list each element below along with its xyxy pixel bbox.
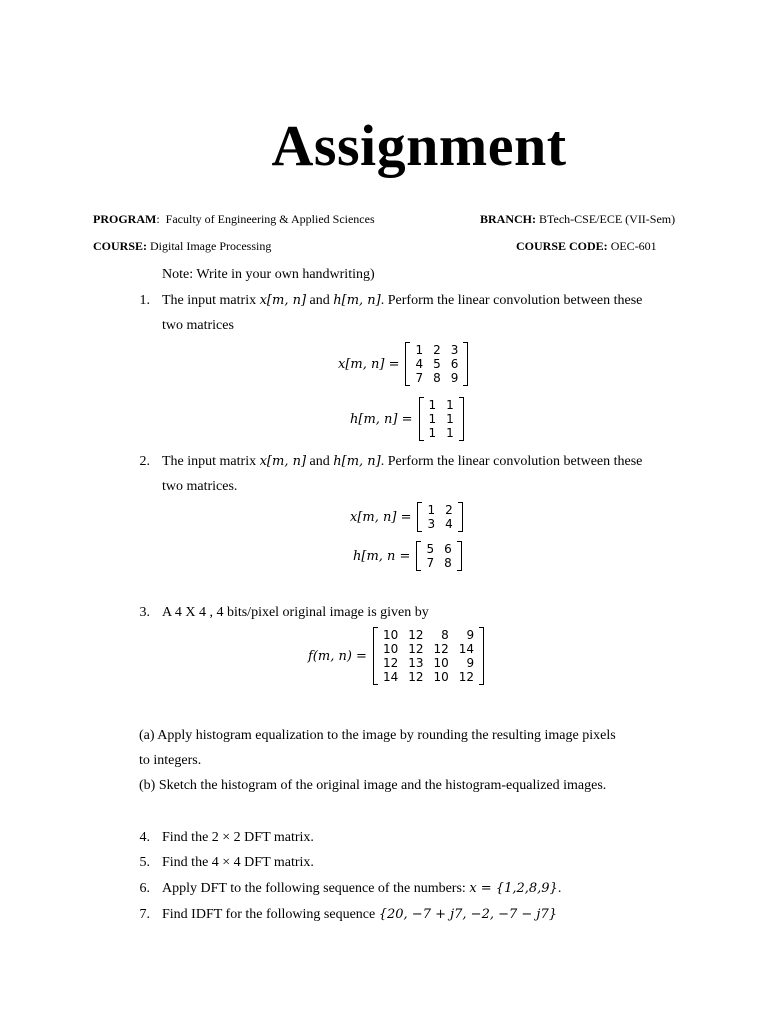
q1-h-lhs: h[m, n] =	[350, 411, 413, 427]
q1-x-matrix-cell: 7	[415, 371, 424, 385]
q1-h-matrix-cell: 1	[446, 412, 454, 426]
q3-f-matrix-cell: 8	[441, 628, 449, 642]
q2-text-b: . Perform the linear convolution between these	[380, 454, 643, 469]
q1-x-matrix-row	[410, 371, 463, 385]
q3-f-matrix-cell: 12	[408, 642, 424, 656]
q3-f-matrix-cell: 9	[466, 656, 475, 670]
q2-line1	[162, 449, 642, 474]
q1-x-matrix	[405, 342, 468, 386]
q1-x-matrix-cell: 9	[450, 371, 459, 385]
q2-h-matrix-cell: 6	[444, 542, 452, 556]
q3-f-matrix-cell: 13	[408, 656, 424, 670]
q2-x-matrix	[417, 502, 462, 532]
q6-sequence: x = {1,2,8,9}	[469, 881, 558, 896]
q6-end: .	[557, 881, 562, 896]
q2-line2: two matrices.	[162, 479, 238, 494]
q1-h-symbol: h[m, n]	[333, 293, 381, 308]
q1-x-equation	[338, 342, 468, 386]
q2-h-matrix-cell: 5	[426, 542, 435, 556]
q2-h-matrix	[416, 541, 461, 571]
branch-label: BRANCH:	[480, 212, 536, 226]
q3-f-matrix-cell: 12	[433, 642, 449, 656]
q2-h-matrix-row	[421, 556, 456, 570]
q3-f-matrix-row	[378, 642, 479, 656]
q3-f-lhs: f(m, n) =	[308, 648, 367, 664]
q3-f-matrix-cell: 12	[382, 656, 399, 670]
q7-line	[162, 902, 557, 927]
q3-f-matrix-cell: 10	[382, 642, 399, 656]
q1-h-matrix-cell: 1	[446, 398, 454, 412]
q1-text-a: The input matrix	[162, 293, 260, 308]
q2-x-symbol: x[m, n]	[259, 454, 307, 469]
program-value: Faculty of Engineering & Applied Sciences	[165, 212, 375, 226]
q4-text: Find the 2 × 2 DFT matrix.	[162, 830, 314, 845]
q1-h-matrix-cell: 1	[428, 412, 437, 426]
q2-h-symbol: h[m, n]	[333, 454, 381, 469]
q2-x-matrix-cell: 4	[445, 517, 453, 531]
q2-h-matrix-cell: 8	[444, 556, 452, 570]
program-label: PROGRAM	[93, 212, 157, 226]
course-code-line	[516, 239, 657, 254]
q1-x-symbol: x[m, n]	[259, 293, 307, 308]
q2-x-matrix-row	[422, 503, 457, 517]
q2-x-matrix-row	[422, 517, 457, 531]
q3-f-matrix-cell: 14	[458, 642, 475, 656]
q2-h-matrix-row	[421, 542, 456, 556]
q5-number: 5.	[139, 855, 150, 870]
q1-text-b: . Perform the linear convolution between these	[380, 293, 643, 308]
q1-line2: two matrices	[162, 318, 234, 333]
q3-f-matrix	[373, 627, 484, 685]
q1-x-matrix-row	[410, 357, 463, 371]
q3-part-a-line1: (a) Apply histogram equalization to the image by rounding the resulting image pixels	[139, 728, 616, 743]
course-line	[93, 239, 271, 254]
course-code-label: COURSE CODE:	[516, 239, 608, 253]
course-value: Digital Image Processing	[150, 239, 272, 253]
q2-x-matrix-cell: 3	[427, 517, 436, 531]
q1-h-matrix-cell: 1	[446, 426, 454, 440]
course-code-value: OEC-601	[610, 239, 657, 253]
note: Note: Write in your own handwriting)	[162, 267, 375, 282]
q1-h-matrix-cell: 1	[428, 426, 437, 440]
q1-x-matrix-row	[410, 343, 463, 357]
q6-line	[162, 876, 561, 901]
q3-f-matrix-cell: 10	[433, 670, 449, 684]
branch-value: BTech-CSE/ECE (VII-Sem)	[539, 212, 676, 226]
course-label: COURSE:	[93, 239, 148, 253]
branch-line	[480, 212, 675, 227]
q3-f-matrix-cell: 12	[408, 628, 424, 642]
q2-h-equation	[353, 541, 462, 571]
q3-part-a-line2: to integers.	[139, 753, 202, 768]
q1-x-matrix-cell: 3	[450, 343, 459, 357]
q1-x-matrix-cell: 4	[415, 357, 424, 371]
q1-h-matrix-row	[424, 412, 459, 426]
q2-x-lhs: x[m, n] =	[350, 509, 412, 525]
q2-h-lhs: h[m, n =	[353, 548, 411, 564]
q6-text: Apply DFT to the following sequence of the numbers:	[162, 881, 470, 896]
q3-f-matrix-row	[378, 656, 479, 670]
q1-number: 1.	[139, 293, 150, 308]
q3-f-matrix-cell: 9	[466, 628, 475, 642]
q3-f-matrix-cell: 14	[382, 670, 399, 684]
q1-x-matrix-cell: 8	[433, 371, 441, 385]
q7-sequence: {20, −7 + j7, −2, −7 − j7}	[378, 907, 558, 922]
q3-f-matrix-cell: 10	[433, 656, 449, 670]
q4-number: 4.	[139, 830, 150, 845]
q1-h-matrix	[419, 397, 464, 441]
q6-number: 6.	[139, 881, 150, 896]
q1-h-equation	[350, 397, 464, 441]
q1-x-matrix-cell: 1	[415, 343, 424, 357]
q1-h-matrix-row	[424, 426, 459, 440]
q3-f-matrix-row	[378, 670, 479, 684]
q3-f-matrix-cell: 10	[382, 628, 399, 642]
q1-x-matrix-cell: 2	[433, 343, 441, 357]
q1-h-matrix-cell: 1	[428, 398, 437, 412]
q2-x-equation	[350, 502, 463, 532]
q3-f-matrix-cell: 12	[458, 670, 475, 684]
q7-text: Find IDFT for the following sequence	[162, 907, 379, 922]
q5-text: Find the 4 × 4 DFT matrix.	[162, 855, 314, 870]
q2-x-matrix-cell: 2	[445, 503, 453, 517]
q3-f-matrix-cell: 12	[408, 670, 424, 684]
q2-x-matrix-cell: 1	[427, 503, 436, 517]
program-line: PROGRAM: Faculty of Engineering & Applied Sciences	[93, 212, 375, 226]
q3-part-b: (b) Sketch the histogram of the original image and the histogram-equalized images.	[139, 778, 607, 793]
q1-x-matrix-cell: 6	[450, 357, 459, 371]
q2-and: and	[306, 454, 334, 469]
q1-and: and	[306, 293, 334, 308]
q2-text-a: The input matrix	[162, 454, 260, 469]
page-title: Assignment	[271, 113, 567, 178]
q1-x-matrix-cell: 5	[433, 357, 441, 371]
q3-text: A 4 X 4 , 4 bits/pixel original image is given by	[162, 605, 429, 620]
q3-number: 3.	[139, 605, 150, 620]
q1-h-matrix-row	[424, 398, 459, 412]
q2-number: 2.	[139, 454, 150, 469]
q3-f-equation	[308, 627, 484, 685]
q1-x-lhs: x[m, n] =	[338, 356, 400, 372]
q1-line1	[162, 288, 642, 313]
q7-number: 7.	[139, 907, 150, 922]
q3-f-matrix-row	[378, 628, 479, 642]
q2-h-matrix-cell: 7	[426, 556, 435, 570]
